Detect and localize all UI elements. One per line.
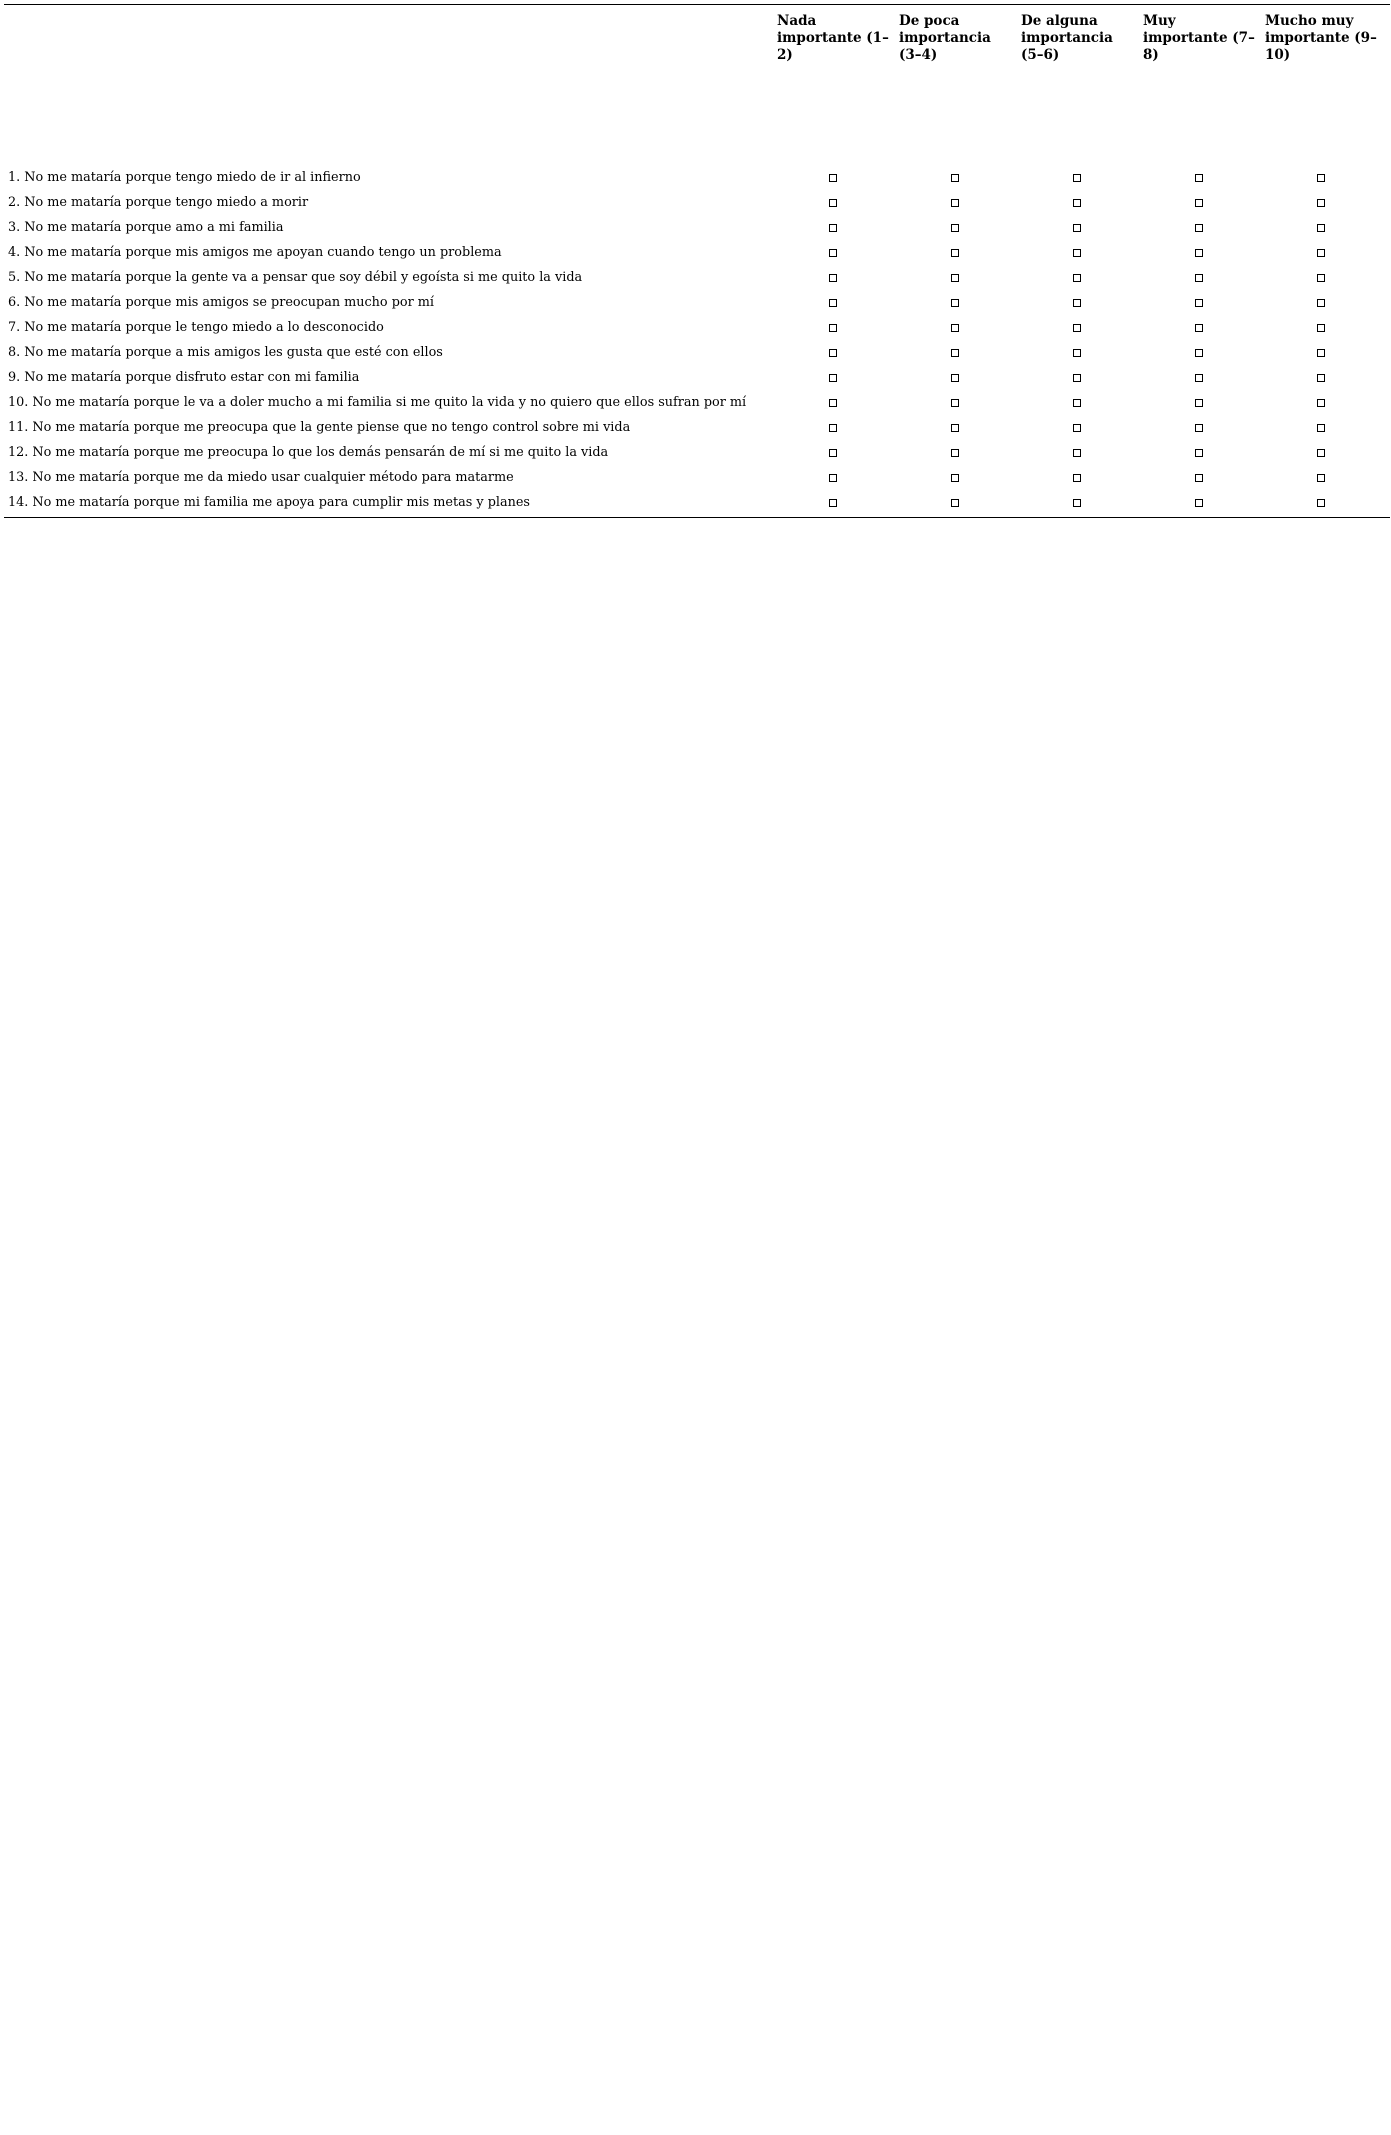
table-header — [4, 5, 1390, 165]
checkbox-muy-importante[interactable] — [1195, 249, 1203, 257]
table-row — [4, 290, 1390, 315]
rating-cell-mucho-muy-importante — [1263, 174, 1385, 182]
checkbox-muy-importante[interactable] — [1195, 199, 1203, 207]
checkbox-nada-importante[interactable] — [829, 474, 837, 482]
rating-cell-mucho-muy-importante — [1263, 474, 1385, 482]
rating-cell-de-alguna-importancia — [1019, 374, 1141, 382]
item-statement: 13. No me mataría porque me da miedo usar cualquier método para matarme — [8, 470, 514, 485]
rating-cell-de-alguna-importancia — [1019, 499, 1141, 507]
checkbox-muy-importante[interactable] — [1195, 324, 1203, 332]
checkbox-de-poca-importancia[interactable] — [951, 374, 959, 382]
rating-cell-de-poca-importancia — [897, 199, 1019, 207]
rating-cell-nada-importante — [775, 274, 897, 282]
item-statement: 12. No me mataría porque me preocupa lo que los demás pensarán de mí si me quito la vida — [8, 445, 609, 460]
rating-cell-de-alguna-importancia — [1019, 224, 1141, 232]
rating-cell-de-alguna-importancia — [1019, 299, 1141, 307]
item-statement: 8. No me mataría porque a mis amigos les gusta que esté con ellos — [8, 345, 443, 360]
checkbox-nada-importante[interactable] — [829, 224, 837, 232]
checkbox-muy-importante[interactable] — [1195, 424, 1203, 432]
table-row — [4, 215, 1390, 240]
table-row — [4, 465, 1390, 490]
table-row — [4, 390, 1390, 415]
rating-cell-muy-importante — [1141, 399, 1263, 407]
checkbox-de-poca-importancia[interactable] — [951, 424, 959, 432]
rating-cell-mucho-muy-importante — [1263, 499, 1385, 507]
checkbox-nada-importante[interactable] — [829, 299, 837, 307]
checkbox-de-poca-importancia[interactable] — [951, 474, 959, 482]
rating-cell-mucho-muy-importante — [1263, 199, 1385, 207]
item-statement: 6. No me mataría porque mis amigos se preocupan mucho por mí — [8, 295, 435, 310]
checkbox-de-alguna-importancia[interactable] — [1073, 349, 1081, 357]
checkbox-de-alguna-importancia[interactable] — [1073, 424, 1081, 432]
checkbox-muy-importante[interactable] — [1195, 299, 1203, 307]
checkbox-muy-importante[interactable] — [1195, 374, 1203, 382]
checkbox-de-alguna-importancia[interactable] — [1073, 499, 1081, 507]
rating-cell-muy-importante — [1141, 324, 1263, 332]
item-statement: 2. No me mataría porque tengo miedo a morir — [8, 195, 309, 210]
table-row — [4, 415, 1390, 440]
checkbox-de-alguna-importancia[interactable] — [1073, 224, 1081, 232]
rating-cell-muy-importante — [1141, 474, 1263, 482]
rating-cell-de-alguna-importancia — [1019, 399, 1141, 407]
checkbox-muy-importante[interactable] — [1195, 349, 1203, 357]
checkbox-mucho-muy-importante[interactable] — [1317, 199, 1325, 207]
table-row — [4, 365, 1390, 390]
checkbox-nada-importante[interactable] — [829, 399, 837, 407]
checkbox-mucho-muy-importante[interactable] — [1317, 449, 1325, 457]
table-row — [4, 265, 1390, 290]
checkbox-mucho-muy-importante[interactable] — [1317, 249, 1325, 257]
rating-cell-de-poca-importancia — [897, 274, 1019, 282]
column-header-muy-importante: Muy importante (7–8) — [1143, 13, 1255, 63]
rating-cell-muy-importante — [1141, 249, 1263, 257]
rating-cell-nada-importante — [775, 199, 897, 207]
rating-cell-nada-importante — [775, 299, 897, 307]
rating-cell-de-poca-importancia — [897, 324, 1019, 332]
rating-cell-de-poca-importancia — [897, 399, 1019, 407]
rating-cell-muy-importante — [1141, 174, 1263, 182]
rating-cell-de-alguna-importancia — [1019, 199, 1141, 207]
checkbox-mucho-muy-importante[interactable] — [1317, 299, 1325, 307]
rating-cell-de-alguna-importancia — [1019, 474, 1141, 482]
rating-cell-mucho-muy-importante — [1263, 424, 1385, 432]
rating-cell-de-poca-importancia — [897, 474, 1019, 482]
checkbox-mucho-muy-importante[interactable] — [1317, 374, 1325, 382]
checkbox-muy-importante[interactable] — [1195, 399, 1203, 407]
rating-cell-mucho-muy-importante — [1263, 224, 1385, 232]
checkbox-de-alguna-importancia[interactable] — [1073, 324, 1081, 332]
checkbox-muy-importante[interactable] — [1195, 274, 1203, 282]
checkbox-de-alguna-importancia[interactable] — [1073, 199, 1081, 207]
checkbox-de-poca-importancia[interactable] — [951, 349, 959, 357]
rating-cell-mucho-muy-importante — [1263, 349, 1385, 357]
rating-cell-de-poca-importancia — [897, 224, 1019, 232]
checkbox-de-poca-importancia[interactable] — [951, 449, 959, 457]
rating-cell-de-poca-importancia — [897, 499, 1019, 507]
item-statement: 10. No me mataría porque le va a doler mucho a mi familia si me quito la vida y no quiero que ellos sufran por mí — [8, 395, 747, 410]
table-row — [4, 190, 1390, 215]
checkbox-de-poca-importancia[interactable] — [951, 399, 959, 407]
column-header-de-alguna-importancia: De alguna importancia (5–6) — [1021, 13, 1113, 63]
column-header-mucho-muy-importante: Mucho muy importante (9–10) — [1265, 13, 1377, 63]
checkbox-mucho-muy-importante[interactable] — [1317, 499, 1325, 507]
checkbox-mucho-muy-importante[interactable] — [1317, 349, 1325, 357]
table-body — [4, 165, 1390, 517]
checkbox-nada-importante[interactable] — [829, 449, 837, 457]
table-row — [4, 240, 1390, 265]
checkbox-mucho-muy-importante[interactable] — [1317, 224, 1325, 232]
checkbox-de-alguna-importancia[interactable] — [1073, 274, 1081, 282]
checkbox-de-alguna-importancia[interactable] — [1073, 374, 1081, 382]
rating-cell-de-poca-importancia — [897, 449, 1019, 457]
rating-cell-de-poca-importancia — [897, 299, 1019, 307]
rating-cell-muy-importante — [1141, 374, 1263, 382]
rating-cell-nada-importante — [775, 324, 897, 332]
rating-cell-nada-importante — [775, 424, 897, 432]
rating-cell-muy-importante — [1141, 499, 1263, 507]
checkbox-nada-importante[interactable] — [829, 199, 837, 207]
rating-cell-nada-importante — [775, 499, 897, 507]
checkbox-muy-importante[interactable] — [1195, 449, 1203, 457]
rating-cell-de-alguna-importancia — [1019, 324, 1141, 332]
table-row — [4, 340, 1390, 365]
checkbox-nada-importante[interactable] — [829, 424, 837, 432]
checkbox-de-poca-importancia[interactable] — [951, 324, 959, 332]
header-item-column — [4, 5, 775, 165]
checkbox-muy-importante[interactable] — [1195, 174, 1203, 182]
checkbox-nada-importante[interactable] — [829, 249, 837, 257]
rating-cell-mucho-muy-importante — [1263, 324, 1385, 332]
checkbox-nada-importante[interactable] — [829, 274, 837, 282]
item-statement: 14. No me mataría porque mi familia me apoya para cumplir mis metas y planes — [8, 495, 531, 510]
rating-cell-mucho-muy-importante — [1263, 299, 1385, 307]
rating-cell-de-alguna-importancia — [1019, 449, 1141, 457]
rating-cell-mucho-muy-importante — [1263, 449, 1385, 457]
rating-cell-nada-importante — [775, 449, 897, 457]
checkbox-de-alguna-importancia[interactable] — [1073, 474, 1081, 482]
rating-cell-nada-importante — [775, 349, 897, 357]
rating-cell-muy-importante — [1141, 349, 1263, 357]
item-statement: 4. No me mataría porque mis amigos me apoyan cuando tengo un problema — [8, 245, 502, 260]
table-row — [4, 490, 1390, 515]
checkbox-de-alguna-importancia[interactable] — [1073, 249, 1081, 257]
rating-cell-muy-importante — [1141, 224, 1263, 232]
rating-cell-de-alguna-importancia — [1019, 249, 1141, 257]
rating-cell-de-alguna-importancia — [1019, 274, 1141, 282]
checkbox-mucho-muy-importante[interactable] — [1317, 174, 1325, 182]
rating-cell-mucho-muy-importante — [1263, 374, 1385, 382]
checkbox-mucho-muy-importante[interactable] — [1317, 399, 1325, 407]
item-statement: 1. No me mataría porque tengo miedo de ir al infierno — [8, 170, 361, 185]
checkbox-de-alguna-importancia[interactable] — [1073, 299, 1081, 307]
checkbox-nada-importante[interactable] — [829, 349, 837, 357]
table-row — [4, 440, 1390, 465]
questionnaire-table — [4, 4, 1390, 518]
rating-cell-mucho-muy-importante — [1263, 399, 1385, 407]
checkbox-de-poca-importancia[interactable] — [951, 174, 959, 182]
checkbox-nada-importante[interactable] — [829, 174, 837, 182]
rating-cell-nada-importante — [775, 174, 897, 182]
checkbox-de-poca-importancia[interactable] — [951, 199, 959, 207]
item-statement: 5. No me mataría porque la gente va a pensar que soy débil y egoísta si me quito la vida — [8, 270, 583, 285]
item-statement: 3. No me mataría porque amo a mi familia — [8, 220, 284, 235]
checkbox-mucho-muy-importante[interactable] — [1317, 474, 1325, 482]
rating-cell-nada-importante — [775, 474, 897, 482]
item-statement: 9. No me mataría porque disfruto estar con mi familia — [8, 370, 360, 385]
rating-cell-muy-importante — [1141, 299, 1263, 307]
checkbox-de-poca-importancia[interactable] — [951, 299, 959, 307]
item-statement: 11. No me mataría porque me preocupa que la gente piense que no tengo control sobre mi vida — [8, 420, 631, 435]
checkbox-muy-importante[interactable] — [1195, 474, 1203, 482]
rating-cell-mucho-muy-importante — [1263, 274, 1385, 282]
checkbox-nada-importante[interactable] — [829, 499, 837, 507]
rating-cell-muy-importante — [1141, 449, 1263, 457]
rating-cell-de-alguna-importancia — [1019, 174, 1141, 182]
checkbox-nada-importante[interactable] — [829, 324, 837, 332]
rating-cell-de-alguna-importancia — [1019, 424, 1141, 432]
rating-cell-de-poca-importancia — [897, 174, 1019, 182]
rating-cell-nada-importante — [775, 374, 897, 382]
checkbox-nada-importante[interactable] — [829, 374, 837, 382]
checkbox-de-poca-importancia[interactable] — [951, 249, 959, 257]
column-header-de-poca-importancia: De poca importancia (3–4) — [899, 13, 991, 63]
rating-cell-de-poca-importancia — [897, 374, 1019, 382]
rating-cell-de-poca-importancia — [897, 249, 1019, 257]
checkbox-mucho-muy-importante[interactable] — [1317, 424, 1325, 432]
rating-cell-nada-importante — [775, 399, 897, 407]
item-statement: 7. No me mataría porque le tengo miedo a lo desconocido — [8, 320, 384, 335]
table-row — [4, 165, 1390, 190]
rating-cell-de-poca-importancia — [897, 424, 1019, 432]
rating-cell-muy-importante — [1141, 424, 1263, 432]
checkbox-de-alguna-importancia[interactable] — [1073, 399, 1081, 407]
checkbox-de-alguna-importancia[interactable] — [1073, 449, 1081, 457]
checkbox-muy-importante[interactable] — [1195, 499, 1203, 507]
column-header-nada-importante: Nada importante (1–2) — [777, 13, 889, 63]
rating-cell-mucho-muy-importante — [1263, 249, 1385, 257]
table-row — [4, 315, 1390, 340]
checkbox-mucho-muy-importante[interactable] — [1317, 324, 1325, 332]
rating-cell-nada-importante — [775, 249, 897, 257]
rating-cell-muy-importante — [1141, 199, 1263, 207]
rating-cell-de-poca-importancia — [897, 349, 1019, 357]
checkbox-de-poca-importancia[interactable] — [951, 224, 959, 232]
checkbox-de-alguna-importancia[interactable] — [1073, 174, 1081, 182]
rating-cell-nada-importante — [775, 224, 897, 232]
checkbox-de-poca-importancia[interactable] — [951, 274, 959, 282]
rating-cell-muy-importante — [1141, 274, 1263, 282]
checkbox-mucho-muy-importante[interactable] — [1317, 274, 1325, 282]
checkbox-muy-importante[interactable] — [1195, 224, 1203, 232]
rating-cell-de-alguna-importancia — [1019, 349, 1141, 357]
checkbox-de-poca-importancia[interactable] — [951, 499, 959, 507]
